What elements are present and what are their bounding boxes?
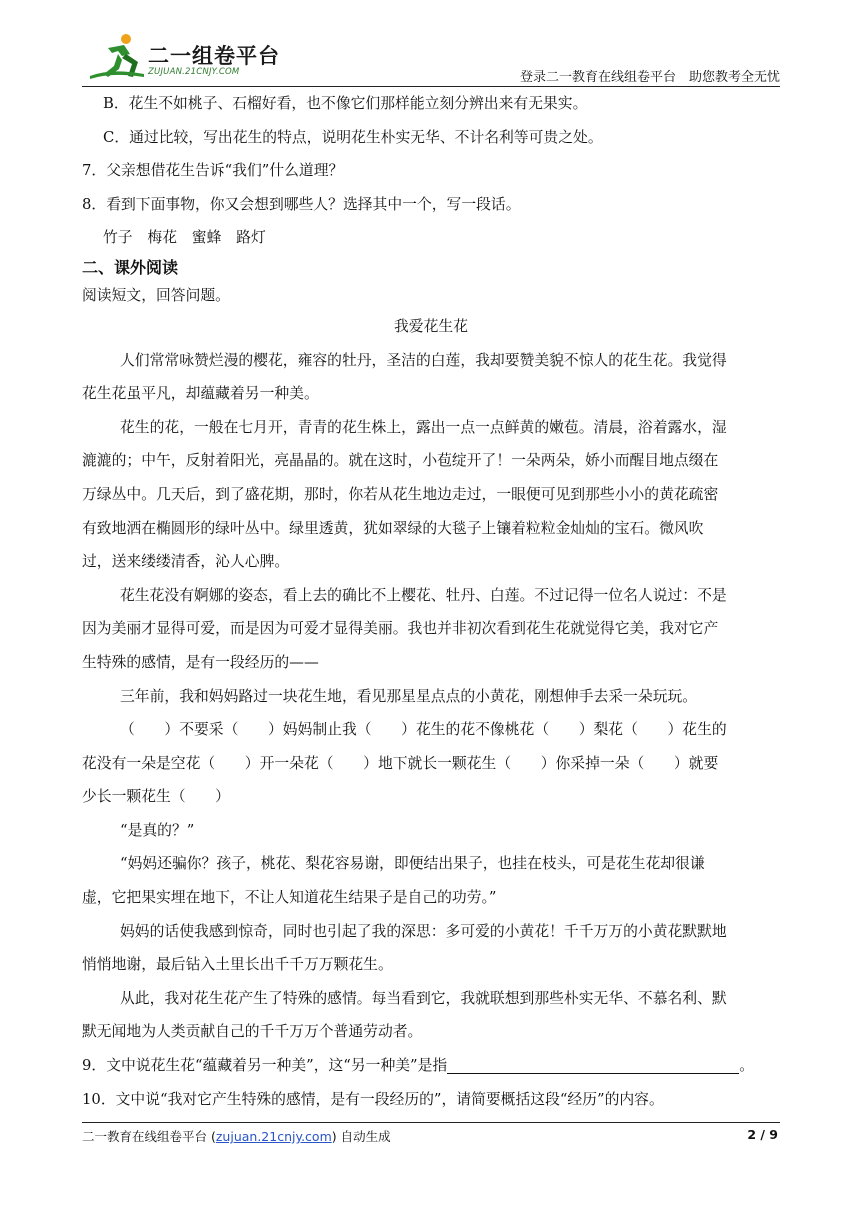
platform-logo[interactable] bbox=[86, 32, 296, 84]
header-slogan[interactable]: 登录二一教育在线组卷平台 助您教考全无忧 bbox=[519, 70, 780, 85]
punctuation-exercise-line: 花没有一朵是空花（ ）开一朵花（ ）地下就长一颗花生（ ）你采掉一朵（ ）就要 bbox=[82, 754, 719, 772]
question-9-text: 9．文中说花生花“蕴藏着另一种美”，这“另一种美”是指 bbox=[82, 1057, 448, 1075]
question-9 bbox=[82, 1049, 780, 1083]
question-8: 8．看到下面事物，你又会想到哪些人？选择其中一个，写一段话。 bbox=[82, 195, 521, 213]
footer-prefix: 二一教育在线组卷平台 ( bbox=[82, 1129, 216, 1144]
passage-line: 默无闻地为人类贡献自己的千千万万个普通劳动者。 bbox=[82, 1023, 423, 1041]
answer-blank[interactable] bbox=[447, 1055, 739, 1074]
reading-instruction: 阅读短文，回答问题。 bbox=[82, 286, 230, 304]
punctuation-exercise-line: （ ）不要采（ ）妈妈制止我（ ）花生的花不像桃花（ ）梨花（ ）花生的 bbox=[120, 721, 727, 739]
option-c: C．通过比较，写出花生的特点，说明花生朴实无华、不计名利等可贵之处。 bbox=[103, 128, 603, 146]
logo-title: 二一组卷平台 bbox=[148, 44, 280, 68]
section-heading: 二、课外阅读 bbox=[82, 257, 179, 277]
passage-line: 花生的花，一般在七月开，青青的花生株上，露出一点一点鲜黄的嫩苞。清晨，浴着露水，湿 bbox=[120, 418, 727, 436]
document-body bbox=[82, 87, 780, 1116]
question-7: 7．父亲想借花生告诉“我们”什么道理？ bbox=[82, 162, 344, 180]
logo-subtitle: ZUJUAN.21CNJY.COM bbox=[148, 67, 240, 77]
passage-line: 有致地洒在椭圆形的绿叶丛中。绿里透黄，犹如翠绿的大毯子上镶着粒粒金灿灿的宝石。微风吹 bbox=[82, 519, 704, 537]
footer-link[interactable]: zujuan.21cnjy.com bbox=[215, 1129, 332, 1144]
page-header bbox=[0, 0, 860, 90]
passage-line: “妈妈还骗你？孩子，桃花、梨花容易谢，即便结出果子，也挂在枝头，可是花生花却很谦 bbox=[120, 855, 705, 873]
passage-line: “是真的？” bbox=[120, 821, 195, 839]
page-footer bbox=[82, 1122, 780, 1147]
passage-title: 我爱花生花 bbox=[394, 317, 468, 335]
page-number: 2 / 9 bbox=[747, 1127, 778, 1142]
punctuation-exercise-line: 少长一颗花生（ ） bbox=[82, 788, 230, 806]
passage-line: 因为美丽才显得可爱，而是因为可爱才显得美丽。我也并非初次看到花生花就觉得它美，我对它产 bbox=[82, 620, 719, 638]
question-9-end: 。 bbox=[739, 1057, 755, 1075]
passage-line: 生特殊的感情，是有一段经历的—— bbox=[82, 653, 319, 671]
passage-line: 过，送来缕缕清香，沁人心脾。 bbox=[82, 553, 290, 571]
passage-line: 人们常常咏赞烂漫的樱花，雍容的牡丹，圣洁的白莲，我却要赞美貌不惊人的花生花。我觉得 bbox=[120, 351, 727, 369]
passage-line: 三年前，我和妈妈路过一块花生地，看见那星星点点的小黄花，刚想伸手去采一朵玩玩。 bbox=[120, 687, 698, 705]
footer-suffix: ) 自动生成 bbox=[331, 1129, 391, 1144]
passage-line: 从此，我对花生花产生了特殊的感情。每当看到它，我就联想到那些朴实无华、不慕名利、默 bbox=[120, 989, 727, 1007]
runner-logo-icon bbox=[86, 32, 148, 82]
passage-line: 悄悄地谢，最后钻入土里长出千千万万颗花生。 bbox=[82, 956, 393, 974]
passage-line: 花生花没有婀娜的姿态，看上去的确比不上樱花、牡丹、白莲。不过记得一位名人说过：不是 bbox=[120, 586, 727, 604]
question-10: 10．文中说“我对它产生特殊的感情，是有一段经历的”，请简要概括这段“经历”的内容。 bbox=[82, 1090, 664, 1108]
passage-line: 花生花虽平凡，却蕴藏着另一种美。 bbox=[82, 385, 319, 403]
footer-source bbox=[82, 1127, 391, 1145]
passage-line: 万绿丛中。几天后，到了盛花期，那时，你若从花生地边走过，一眼便可见到那些小小的黄花疏密 bbox=[82, 485, 719, 503]
passage-line: 漉漉的；中午，反射着阳光，亮晶晶的。就在这时，小苞绽开了！一朵两朵，娇小而醒目地点缀在 bbox=[82, 452, 719, 470]
option-b: B．花生不如桃子、石榴好看，也不像它们那样能立刻分辨出来有无果实。 bbox=[103, 95, 588, 112]
question-8-items: 竹子 梅花 蜜蜂 路灯 bbox=[103, 229, 266, 247]
passage-line: 虚，它把果实埋在地下，不让人知道花生结果子是自己的功劳。” bbox=[82, 889, 497, 907]
passage-line: 妈妈的话使我感到惊奇，同时也引起了我的深思：多可爱的小黄花！千千万万的小黄花默默地 bbox=[120, 922, 727, 940]
